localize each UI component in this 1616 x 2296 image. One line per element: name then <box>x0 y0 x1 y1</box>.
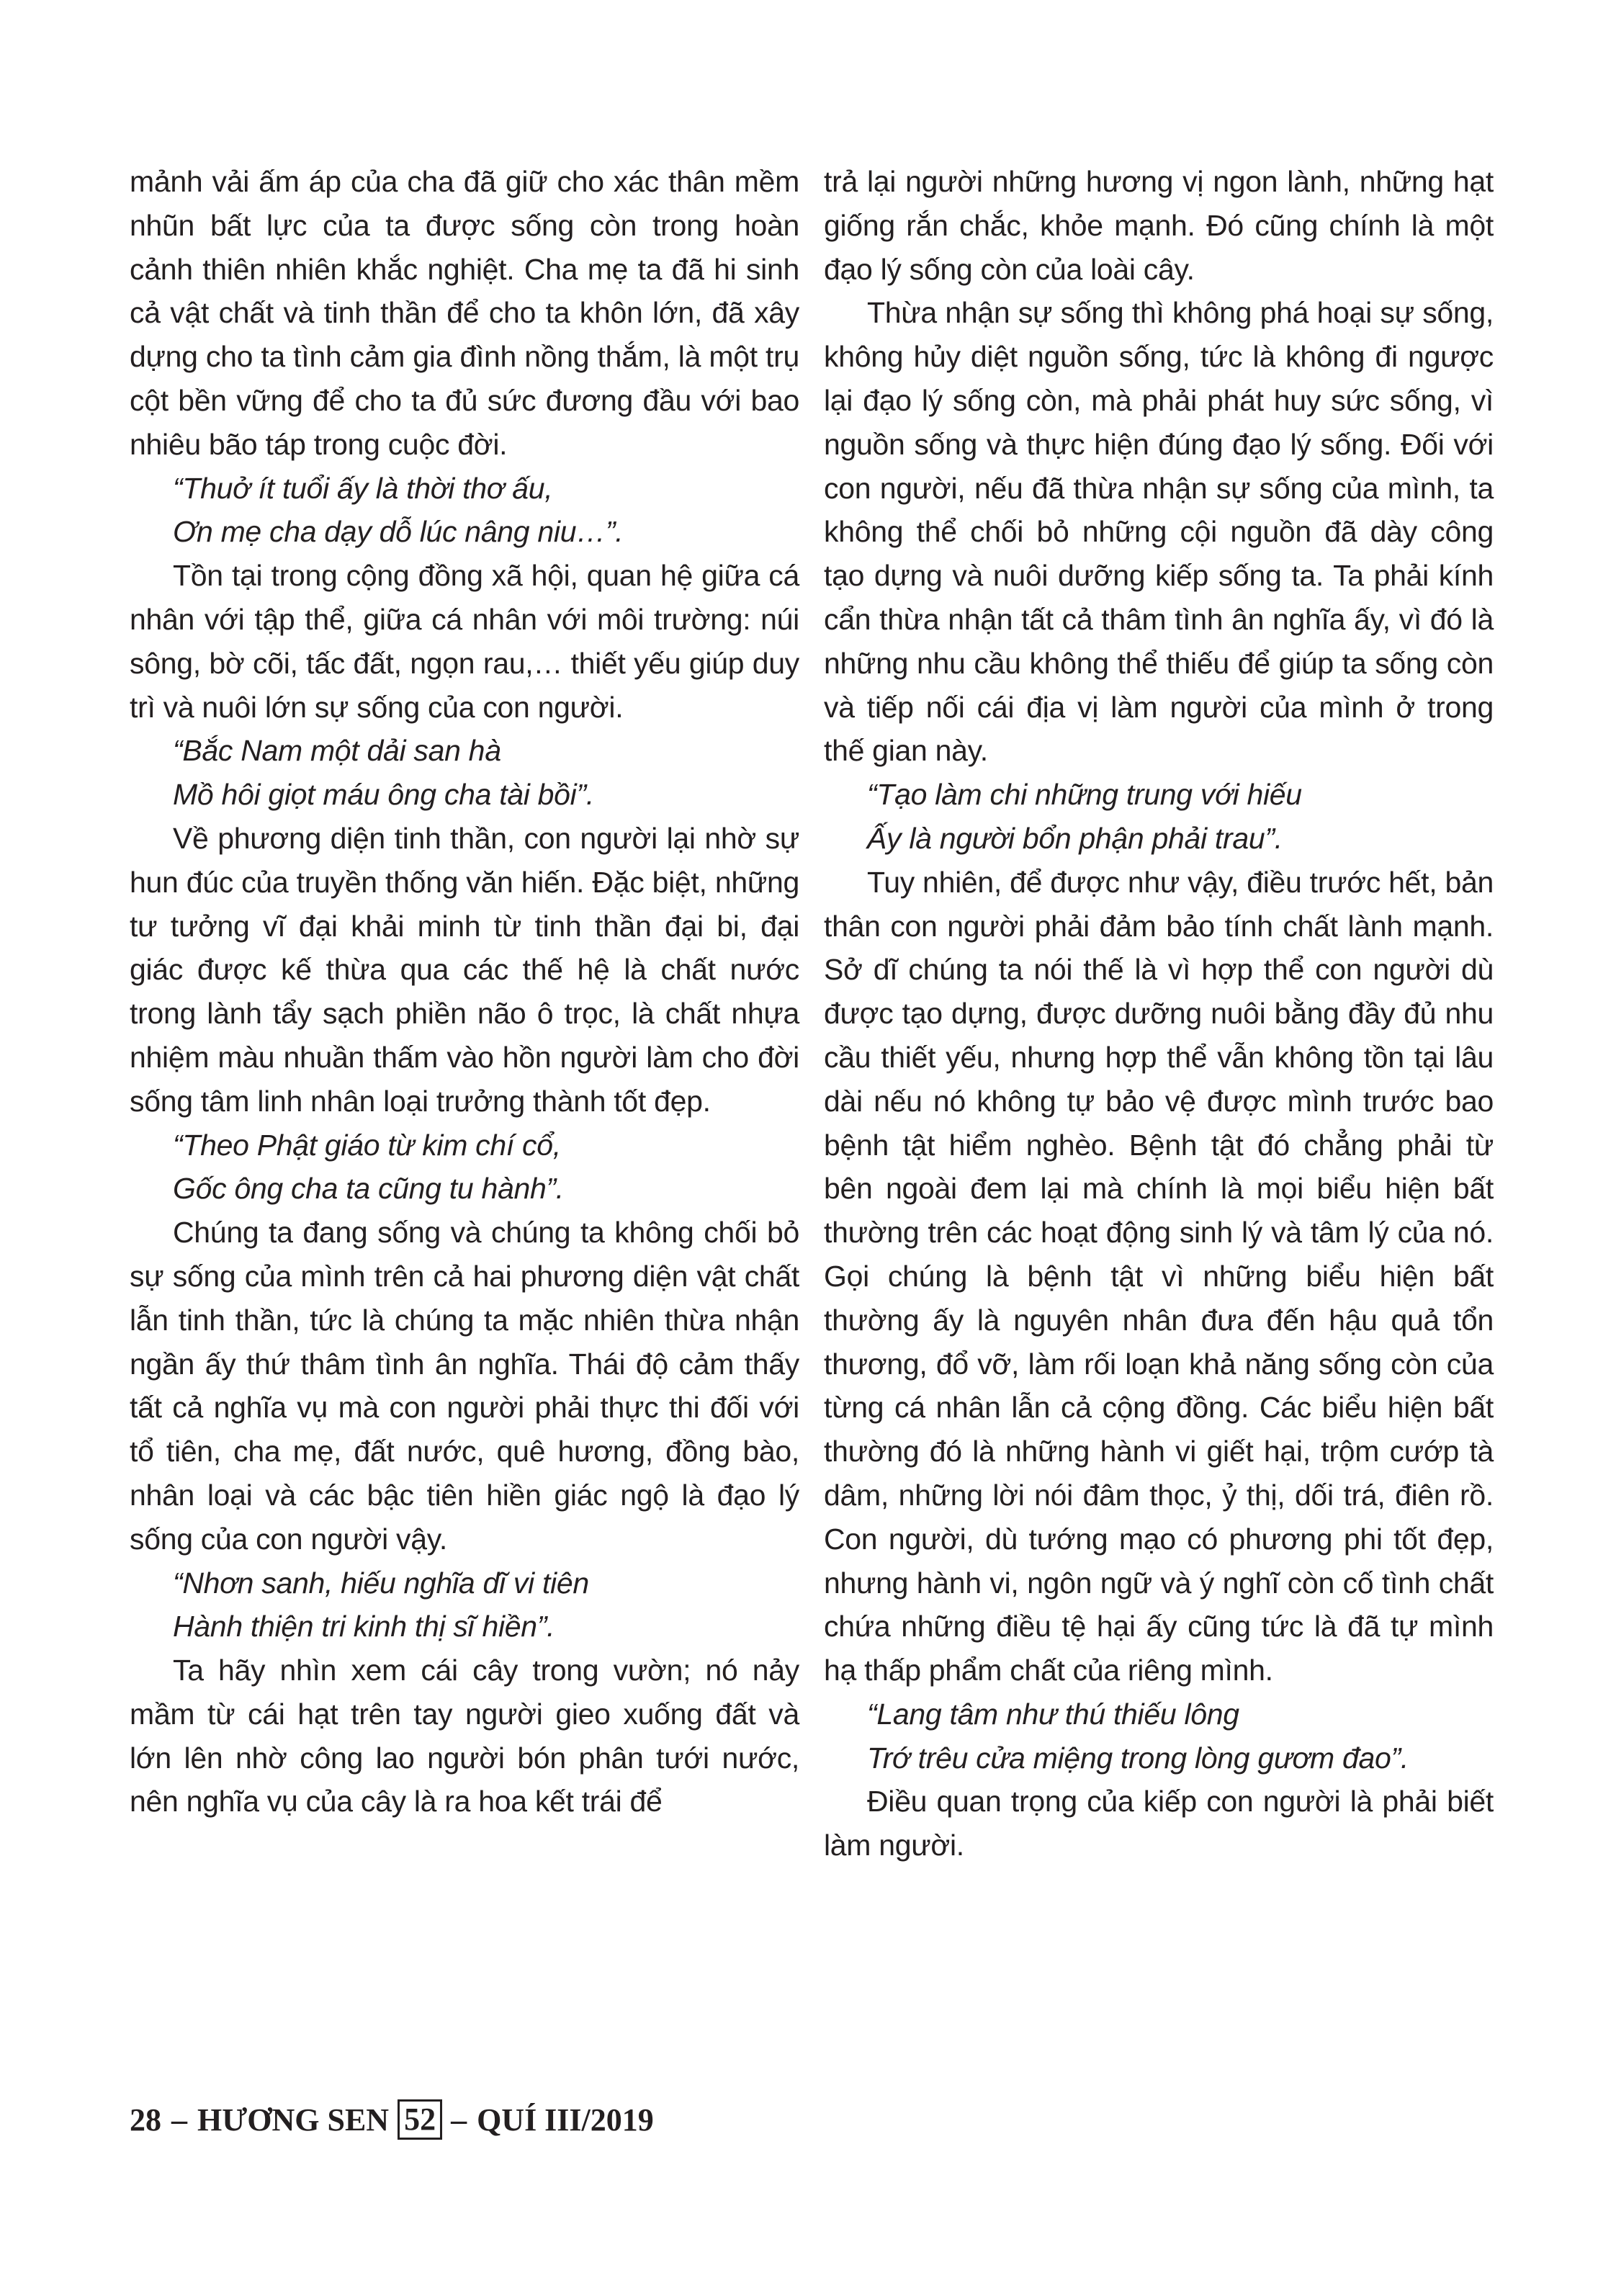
paragraph: trả lại người những hương vị ngon lành, những hạt giống rắn chắc, khỏe mạnh. Đó cũng chính là một đạo lý sống còn của loài cây. <box>824 165 1494 286</box>
left-column <box>130 160 799 1824</box>
verse-line: “Nhơn sanh, hiếu nghĩa dĩ vi tiên <box>173 1566 589 1600</box>
verse-line: “Bắc Nam một dải san hà <box>173 734 501 768</box>
paragraph: mảnh vải ấm áp của cha đã giữ cho xác thân mềm nhũn bất lực của ta được sống còn trong hoàn cảnh thiên nhiên khắc nghiệt. Cha mẹ ta đã hi sinh cả vật chất và tinh thần để cho ta khôn lớn, đã xây dựng cho ta tình cảm gia đình nồng thắm, là một trụ cột bền vững để cho ta đủ sức đương đầu với bao nhiêu bão táp trong cuộc đời. <box>130 165 799 461</box>
verse-line: Trớ trêu cửa miệng trong lòng gươm đao”. <box>867 1741 1409 1775</box>
paragraph: Tuy nhiên, để được như vậy, điều trước hết, bản thân con người phải đảm bảo tính chất lành mạnh. Sở dĩ chúng ta nói thế là vì hợp thể con người dù được tạo dựng, được dưỡng nuôi bằng đầy đủ nhu cầu thiết yếu, nhưng hợp thể vẫn không tồn tại lâu dài nếu nó không tự bảo vệ được mình trước bao bệnh tật hiểm nghèo. Bệnh tật đó chẳng phải từ bên ngoài đem lại mà chính là mọi biểu hiện bất thường trên các hoạt động sinh lý và tâm lý của nó. Gọi chúng là bệnh tật vì những biểu hiện bất thường ấy là nguyên nhân đưa đến hậu quả tổn thương, đổ vỡ, làm rối loạn khả năng sống còn của từng cá nhân lẫn cả cộng đồng. Các biểu hiện bất thường đó là những hành vi giết hại, trộm cướp tà dâm, những lời nói đâm thọc, ỷ thị, dối trá, điên rồ. Con người, dù tướng mạo có phương phi tốt đẹp, nhưng hành vi, ngôn ngữ và ý nghĩ còn cố tình chất chứa những điều tệ hại ấy cũng tức là đã tự mình hạ thấp phẩm chất của riêng mình. <box>824 865 1494 1687</box>
footer-dash: – <box>451 2102 467 2138</box>
verse-line: Hành thiện tri kinh thị sĩ hiền”. <box>173 1610 555 1643</box>
issue-period: QUÍ III/2019 <box>477 2102 654 2138</box>
paragraph: Chúng ta đang sống và chúng ta không chối bỏ sự sống của mình trên cả hai phương diện vật chất lẫn tinh thần, tức là chúng ta mặc nhiên thừa nhận ngần ấy thứ thâm tình ân nghĩa. Thái độ cảm thấy tất cả nghĩa vụ mà con người phải thực thi đối với tổ tiên, cha mẹ, đất nước, quê hương, đồng bào, nhân loại và các bậc tiên hiền giác ngộ là đạo lý sống của con người vậy. <box>130 1216 799 1556</box>
paragraph: Về phương diện tinh thần, con người lại nhờ sự hun đúc của truyền thống văn hiến. Đặc biệt, những tư tưởng vĩ đại khải minh từ tinh thần đại bi, đại giác được kế thừa qua các thế hệ là chất nước trong lành tẩy sạch phiền não ô trọc, là chất nhựa nhiệm màu nhuần thấm vào hồn người làm cho đời sống tâm linh nhân loại trưởng thành tốt đẹp. <box>130 821 799 1118</box>
page-footer <box>130 2097 654 2142</box>
page-number: 28 <box>130 2102 161 2138</box>
verse-line: Mồ hôi giọt máu ông cha tài bồi”. <box>173 778 594 812</box>
verse-line: “Tạo làm chi những trung với hiếu <box>867 778 1302 812</box>
verse-line: Ấy là người bổn phận phải trau”. <box>867 821 1283 855</box>
paragraph: Tồn tại trong cộng đồng xã hội, quan hệ giữa cá nhân với tập thể, giữa cá nhân với môi trường: núi sông, bờ cõi, tấc đất, ngọn rau,… thiết yếu giúp duy trì và nuôi lớn sự sống của con người. <box>130 559 799 724</box>
right-column <box>824 160 1494 1867</box>
paragraph: Thừa nhận sự sống thì không phá hoại sự sống, không hủy diệt nguồn sống, tức là không đi ngược lại đạo lý sống còn, mà phải phát huy sức sống, vì nguồn sống và thực hiện đúng đạo lý sống. Đối với con người, nếu đã thừa nhận sự sống của mình, ta không thể chối bỏ những cội nguồn đã dày công tạo dựng và nuôi dưỡng kiếp sống ta. Ta phải kính cẩn thừa nhận tất cả thâm tình ân nghĩa ấy, vì đó là những nhu cầu không thể thiếu để giúp ta sống còn và tiếp nối cái địa vị làm người của mình ở trong thế gian này. <box>824 296 1494 768</box>
footer-dash: – <box>171 2102 187 2138</box>
verse-line: Gốc ông cha ta cũng tu hành”. <box>173 1172 564 1206</box>
verse-line: Ơn mẹ cha dạy dỗ lúc nâng niu…”. <box>173 515 624 549</box>
paragraph: Ta hãy nhìn xem cái cây trong vườn; nó nảy mầm từ cái hạt trên tay người gieo xuống đất và lớn lên nhờ công lao người bón phân tưới nước, nên nghĩa vụ của cây là ra hoa kết trái để <box>130 1654 799 1819</box>
verse-line: “Theo Phật giáo từ kim chí cổ, <box>173 1128 561 1162</box>
paragraph: Điều quan trọng của kiếp con người là phải biết làm người. <box>824 1785 1494 1862</box>
magazine-name: HƯƠNG SEN <box>197 2102 390 2138</box>
verse-line: “Thuở ít tuổi ấy là thời thơ ấu, <box>173 471 553 505</box>
verse-line: “Lang tâm như thú thiếu lông <box>867 1697 1239 1731</box>
issue-number-box: 52 <box>398 2099 442 2140</box>
